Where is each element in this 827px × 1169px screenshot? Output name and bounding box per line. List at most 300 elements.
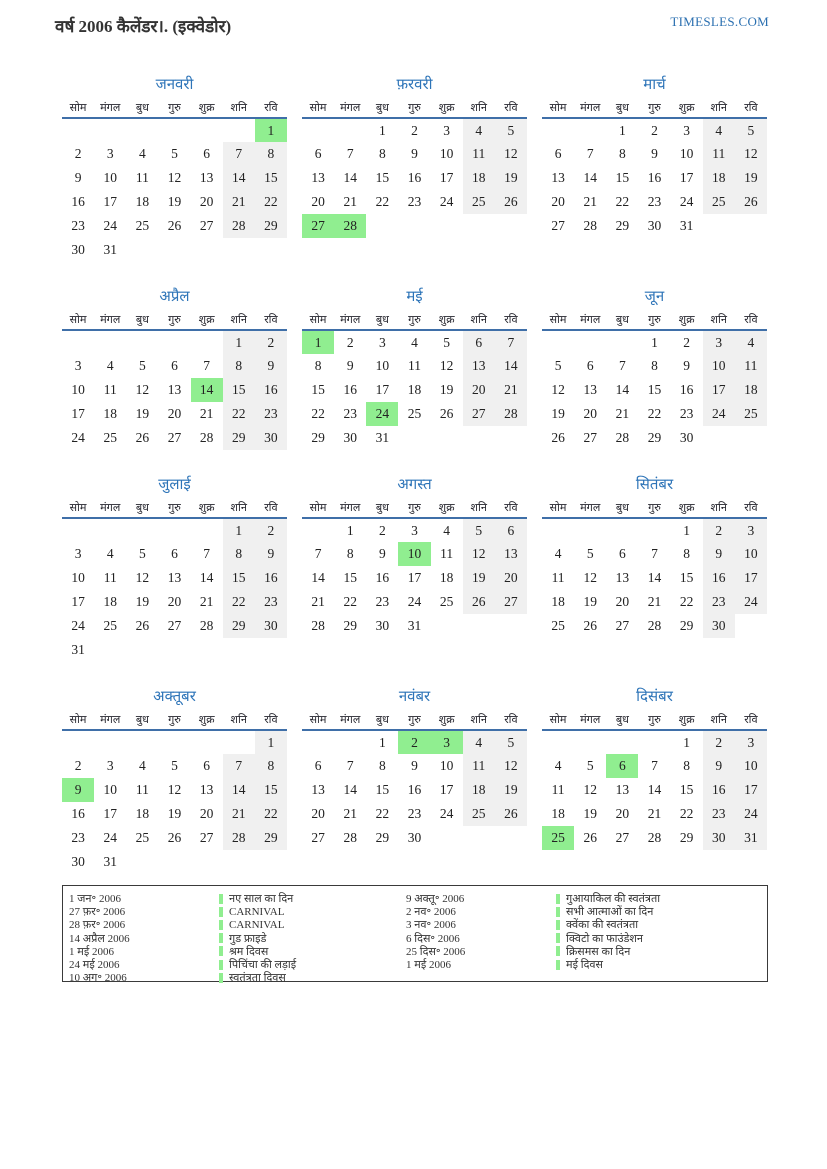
empty-day-cell (94, 518, 126, 542)
day-cell: 31 (407, 618, 422, 633)
empty-day-cell (495, 426, 527, 450)
empty-day-cell (191, 730, 223, 754)
day-cell: 16 (255, 378, 287, 402)
day-cell: 28 (343, 830, 357, 845)
legend-label: गुआयाकिल की स्वतंत्रता (566, 893, 661, 906)
legend-date: 14 अप्रैल 2006 (69, 932, 130, 945)
day-cell: 4 (703, 118, 735, 142)
weekday-header: बुध (615, 714, 629, 726)
empty-day-cell (334, 118, 366, 142)
day-cell: 8 (255, 142, 287, 166)
week-row (62, 214, 287, 238)
week-row (542, 330, 767, 354)
day-cell: 2 (703, 518, 735, 542)
week-row (542, 190, 767, 214)
weekday-header: बुध (615, 502, 629, 514)
day-cell: 21 (615, 406, 630, 421)
week-row (302, 402, 527, 426)
day-cell: 15 (343, 570, 357, 585)
day-cell: 21 (647, 806, 662, 821)
day-cell: 1 (302, 330, 334, 354)
weekday-header: शनि (470, 502, 487, 514)
week-row (302, 214, 527, 238)
legend-label: पिचिंचा की लड़ाई (229, 959, 297, 972)
day-cell: 1 (255, 118, 287, 142)
day-cell: 13 (167, 382, 182, 397)
day-cell: 5 (138, 358, 146, 373)
day-cell: 18 (735, 378, 767, 402)
day-cell: 25 (407, 406, 422, 421)
day-cell: 25 (703, 190, 735, 214)
holiday-marker-icon (556, 946, 560, 956)
month-title: जनवरी (155, 77, 194, 93)
month-block (62, 686, 287, 874)
day-cell: 23 (407, 806, 422, 821)
empty-day-cell (574, 518, 606, 542)
day-cell: 6 (171, 358, 178, 373)
day-cell: 2 (346, 334, 354, 350)
day-cell: 26 (583, 618, 597, 633)
month-title: जून (644, 289, 665, 305)
legend-row (69, 945, 406, 958)
day-cell: 10 (703, 354, 735, 378)
day-cell: 1 (223, 330, 255, 354)
weekday-header: शनि (710, 102, 727, 114)
day-cell: 4 (463, 118, 495, 142)
day-cell: 9 (62, 778, 94, 802)
month-title: मार्च (643, 77, 666, 93)
day-cell: 29 (255, 214, 287, 238)
day-cell: 4 (554, 758, 562, 773)
day-cell: 9 (346, 358, 354, 373)
month-table (542, 98, 767, 238)
day-cell: 30 (71, 854, 85, 869)
week-row (542, 402, 767, 426)
week-row (62, 402, 287, 426)
week-row (542, 802, 767, 826)
weekday-header: शनि (230, 714, 247, 726)
day-cell: 9 (411, 146, 418, 161)
weekday-header: रवि (744, 102, 758, 114)
empty-day-cell (126, 638, 158, 662)
weekday-header: बुध (375, 502, 389, 514)
weekday-header: रवि (264, 714, 278, 726)
weekday-header: गुरु (168, 714, 181, 726)
day-cell: 18 (407, 382, 422, 397)
weekday-header: सोम (549, 502, 567, 514)
day-cell: 14 (191, 378, 223, 402)
day-cell: 20 (615, 806, 630, 821)
day-cell: 26 (495, 190, 527, 214)
month-table (62, 710, 287, 874)
day-cell: 24 (679, 194, 694, 209)
week-row (542, 778, 767, 802)
day-cell: 28 (223, 826, 255, 850)
day-cell: 3 (443, 122, 450, 138)
month-title: मई (406, 289, 423, 305)
day-cell: 10 (375, 358, 390, 373)
day-cell: 31 (375, 430, 390, 445)
site-link[interactable]: TIMESLES.COM (670, 14, 769, 29)
day-cell: 7 (203, 358, 210, 373)
day-cell: 17 (103, 806, 117, 821)
day-cell: 1 (346, 522, 354, 538)
day-cell: 11 (440, 546, 454, 561)
day-cell: 13 (551, 170, 565, 185)
weekday-header: रवि (744, 714, 758, 726)
day-cell: 5 (443, 334, 450, 350)
weekday-header: गुरु (648, 714, 661, 726)
day-cell: 19 (167, 194, 182, 209)
day-cell: 22 (375, 194, 390, 209)
legend-row (406, 905, 660, 918)
empty-day-cell (302, 730, 334, 754)
day-cell: 10 (398, 542, 430, 566)
weekday-header: रवि (744, 502, 758, 514)
day-cell: 29 (311, 430, 325, 445)
day-cell: 3 (735, 518, 767, 542)
month-title: अक्तूबर (153, 689, 196, 705)
day-cell: 30 (703, 826, 735, 850)
day-cell: 13 (583, 382, 597, 397)
weekday-header: शुक्र (678, 314, 695, 326)
day-cell: 18 (463, 778, 495, 802)
empty-day-cell (126, 518, 158, 542)
day-cell: 14 (647, 782, 662, 797)
day-cell: 2 (378, 522, 386, 538)
day-cell: 19 (583, 806, 597, 821)
holiday-marker-icon (556, 960, 560, 970)
legend-date: 28 फ़र॰ 2006 (69, 919, 126, 932)
weekday-header: बुध (375, 714, 389, 726)
day-cell: 20 (167, 594, 182, 609)
weekday-header: शुक्र (678, 102, 695, 114)
empty-day-cell (431, 826, 463, 850)
legend-label: क्रिसमस का दिन (566, 945, 631, 958)
day-cell: 22 (343, 594, 357, 609)
day-cell: 23 (703, 802, 735, 826)
weekday-header: गुरु (408, 502, 421, 514)
legend-column-left (69, 892, 406, 985)
day-cell: 17 (703, 378, 735, 402)
day-cell: 11 (551, 782, 565, 797)
day-cell: 10 (71, 382, 85, 397)
day-cell: 30 (255, 614, 287, 638)
day-cell: 28 (223, 214, 255, 238)
weekday-header: मंगल (340, 102, 361, 114)
day-cell: 19 (735, 166, 767, 190)
day-cell: 24 (366, 402, 398, 426)
day-cell: 21 (343, 194, 357, 209)
legend-row (406, 945, 660, 958)
legend-date: 9 अक्तू॰ 2006 (406, 893, 465, 906)
day-cell: 17 (71, 594, 85, 609)
legend-label: CARNIVAL (229, 918, 285, 931)
week-row (542, 826, 767, 850)
month-table (62, 310, 287, 450)
month-block (62, 74, 287, 262)
day-cell: 22 (223, 590, 255, 614)
day-cell: 29 (647, 430, 662, 445)
empty-day-cell (302, 518, 334, 542)
day-cell: 16 (375, 570, 390, 585)
weekday-header: गुरु (408, 314, 421, 326)
holiday-marker-icon (219, 894, 223, 904)
day-cell: 22 (679, 806, 694, 821)
day-cell: 21 (495, 378, 527, 402)
weekday-header: शनि (710, 502, 727, 514)
month-table (302, 710, 527, 850)
weekday-header: गुरु (168, 502, 181, 514)
week-row (62, 378, 287, 402)
weekday-header: गुरु (648, 502, 661, 514)
day-cell: 9 (255, 354, 287, 378)
day-cell: 13 (495, 542, 527, 566)
day-cell: 18 (135, 194, 150, 209)
week-row (542, 566, 767, 590)
weekday-header: शनि (230, 102, 247, 114)
legend-label: श्रम दिवस (229, 945, 269, 958)
weekday-header: बुध (135, 714, 149, 726)
empty-day-cell (191, 850, 223, 874)
day-cell: 7 (651, 546, 658, 561)
empty-day-cell (703, 426, 735, 450)
day-cell: 17 (439, 170, 454, 185)
day-cell: 3 (106, 146, 114, 161)
month-table (302, 498, 527, 638)
week-row (542, 118, 767, 142)
weekday-header: मंगल (580, 714, 601, 726)
day-cell: 29 (343, 618, 357, 633)
weekday-header: रवि (264, 314, 278, 326)
empty-day-cell (223, 730, 255, 754)
day-cell: 12 (439, 358, 454, 373)
week-row (302, 190, 527, 214)
weekday-header: रवि (504, 714, 518, 726)
day-cell: 3 (74, 546, 82, 561)
legend-label: क्विटो का फाउंडेशन (566, 932, 643, 945)
month-block (302, 474, 527, 662)
empty-day-cell (191, 518, 223, 542)
day-cell: 19 (551, 406, 565, 421)
day-cell: 23 (343, 406, 357, 421)
day-cell: 10 (71, 570, 85, 585)
day-cell: 17 (735, 566, 767, 590)
day-cell: 12 (583, 782, 597, 797)
empty-day-cell (94, 330, 126, 354)
week-row (62, 638, 287, 662)
day-cell: 13 (167, 570, 182, 585)
day-cell: 16 (343, 382, 357, 397)
day-cell: 15 (375, 782, 390, 797)
empty-day-cell (542, 518, 574, 542)
day-cell: 2 (411, 122, 418, 138)
empty-day-cell (735, 614, 767, 638)
empty-day-cell (223, 850, 255, 874)
day-cell: 6 (495, 518, 527, 542)
day-cell: 5 (735, 118, 767, 142)
day-cell: 1 (378, 122, 386, 138)
legend-date: 1 जन॰ 2006 (69, 893, 121, 906)
day-cell: 27 (302, 214, 334, 238)
empty-day-cell (126, 850, 158, 874)
day-cell: 14 (343, 782, 357, 797)
legend-label: गुड फ्राइडे (229, 932, 267, 945)
day-cell: 8 (378, 146, 386, 161)
legend-label: नए साल का दिन (229, 893, 294, 906)
day-cell: 25 (135, 830, 150, 845)
day-cell: 5 (171, 758, 178, 773)
day-cell: 20 (615, 594, 630, 609)
day-cell: 6 (171, 546, 178, 561)
week-row (62, 826, 287, 850)
empty-day-cell (302, 118, 334, 142)
day-cell: 12 (495, 754, 527, 778)
empty-day-cell (542, 330, 574, 354)
day-cell: 16 (703, 778, 735, 802)
day-cell: 2 (683, 334, 690, 350)
day-cell: 27 (615, 618, 630, 633)
day-cell: 13 (311, 170, 325, 185)
weekday-header: शुक्र (438, 102, 455, 114)
month-title: नवंबर (398, 689, 431, 705)
day-cell: 18 (463, 166, 495, 190)
week-row (302, 542, 527, 566)
empty-day-cell (366, 214, 398, 238)
day-cell: 7 (586, 146, 594, 161)
day-cell: 27 (551, 218, 565, 233)
day-cell: 16 (647, 170, 662, 185)
day-cell: 1 (255, 730, 287, 754)
weekday-header: सोम (69, 502, 87, 514)
week-row (62, 166, 287, 190)
weekday-header: बुध (135, 314, 149, 326)
day-cell: 24 (71, 430, 85, 445)
day-cell: 22 (311, 406, 325, 421)
day-cell: 14 (647, 570, 662, 585)
day-cell: 20 (551, 194, 565, 209)
day-cell: 26 (463, 590, 495, 614)
day-cell: 8 (618, 146, 626, 161)
week-row (62, 850, 287, 874)
day-cell: 5 (586, 758, 594, 773)
empty-day-cell (463, 214, 495, 238)
day-cell: 4 (411, 334, 418, 350)
day-cell: 25 (463, 802, 495, 826)
day-cell: 20 (311, 194, 325, 209)
day-cell: 4 (554, 546, 562, 561)
weekday-header: सोम (69, 314, 87, 326)
day-cell: 9 (683, 358, 690, 373)
day-cell: 20 (167, 406, 182, 421)
legend-date: 1 मई 2006 (406, 959, 451, 972)
month-block (542, 474, 767, 662)
day-cell: 9 (411, 758, 418, 773)
day-cell: 16 (71, 194, 85, 209)
holiday-marker-icon (556, 920, 560, 930)
weekday-header: मंगल (100, 102, 121, 114)
day-cell: 4 (463, 730, 495, 754)
holiday-marker-icon (556, 933, 560, 943)
week-row (302, 590, 527, 614)
day-cell: 22 (375, 806, 390, 821)
month-block (62, 286, 287, 450)
empty-day-cell (463, 426, 495, 450)
day-cell: 5 (138, 546, 146, 561)
empty-day-cell (542, 118, 574, 142)
month-block (302, 686, 527, 874)
empty-day-cell (126, 330, 158, 354)
week-row (62, 330, 287, 354)
empty-day-cell (191, 330, 223, 354)
day-cell: 13 (615, 570, 630, 585)
day-cell: 18 (103, 406, 117, 421)
day-cell: 8 (683, 758, 690, 773)
day-cell: 20 (199, 194, 214, 209)
day-cell: 20 (199, 806, 214, 821)
weekday-header: मंगल (100, 314, 121, 326)
day-cell: 16 (407, 782, 422, 797)
weekday-header: मंगल (340, 314, 361, 326)
day-cell: 23 (679, 406, 694, 421)
legend-row (406, 892, 660, 905)
day-cell: 13 (463, 354, 495, 378)
day-cell: 25 (542, 826, 574, 850)
day-cell: 5 (495, 118, 527, 142)
week-row (302, 118, 527, 142)
weekday-header: शुक्र (198, 314, 215, 326)
weekday-header: शनि (470, 314, 487, 326)
day-cell: 23 (255, 402, 287, 426)
day-cell: 7 (203, 546, 210, 561)
day-cell: 11 (135, 782, 149, 797)
empty-day-cell (126, 730, 158, 754)
day-cell: 25 (463, 190, 495, 214)
day-cell: 22 (223, 402, 255, 426)
day-cell: 14 (495, 354, 527, 378)
empty-day-cell (735, 426, 767, 450)
empty-day-cell (94, 638, 126, 662)
week-row (542, 754, 767, 778)
week-row (62, 518, 287, 542)
day-cell: 30 (679, 430, 694, 445)
week-row (302, 826, 527, 850)
legend-row (406, 932, 660, 945)
empty-day-cell (606, 518, 638, 542)
day-cell: 16 (703, 566, 735, 590)
day-cell: 4 (138, 146, 146, 161)
week-row (542, 214, 767, 238)
weekday-header: सोम (309, 102, 327, 114)
month-table (542, 310, 767, 450)
weekday-header: रवि (264, 102, 278, 114)
day-cell: 9 (74, 170, 82, 185)
day-cell: 19 (495, 778, 527, 802)
weekday-header: शनि (230, 314, 247, 326)
day-cell: 18 (703, 166, 735, 190)
day-cell: 25 (735, 402, 767, 426)
day-cell: 14 (615, 382, 630, 397)
day-cell: 12 (735, 142, 767, 166)
legend-row (69, 932, 406, 945)
day-cell: 12 (551, 382, 565, 397)
legend-label: CARNIVAL (229, 905, 285, 918)
day-cell: 12 (167, 782, 182, 797)
weekday-header: मंगल (580, 502, 601, 514)
day-cell: 2 (255, 518, 287, 542)
day-cell: 10 (735, 754, 767, 778)
week-row (62, 754, 287, 778)
